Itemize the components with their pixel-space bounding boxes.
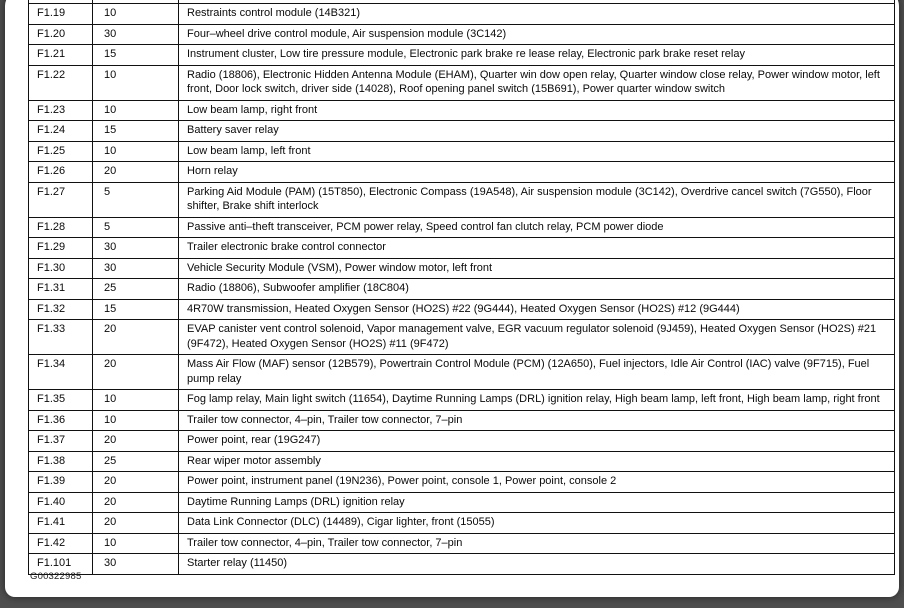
- table-row: [29, 533, 895, 554]
- description-cell: Four–wheel drive control module, Air suspension module (3C142): [179, 24, 895, 45]
- table-row: [29, 24, 895, 45]
- fuse-id-cell: F1.27: [29, 182, 93, 217]
- table-row: [29, 554, 895, 575]
- fuse-id-cell: F1.23: [29, 100, 93, 121]
- description-cell: Power point, instrument panel (19N236), Power point, console 1, Power point, console 2: [179, 472, 895, 493]
- amps-cell: 20: [93, 355, 179, 390]
- fuse-id-cell: F1.38: [29, 451, 93, 472]
- fuse-id-cell: F1.39: [29, 472, 93, 493]
- amps-cell: 10: [93, 141, 179, 162]
- figure-id-code: G00322985: [30, 571, 82, 582]
- description-cell: Daytime Running Lamps (DRL) ignition relay: [179, 492, 895, 513]
- description-cell: Rear wiper motor assembly: [179, 451, 895, 472]
- description-cell: Data Link Connector (DLC) (14489), Cigar lighter, front (15055): [179, 513, 895, 534]
- table-row: [29, 472, 895, 493]
- fuse-id-cell: F1.40: [29, 492, 93, 513]
- fuse-id-cell: F1.26: [29, 162, 93, 183]
- amps-cell: 20: [93, 320, 179, 355]
- table-row: [29, 451, 895, 472]
- amps-cell: 20: [93, 492, 179, 513]
- table-row: [29, 492, 895, 513]
- description-cell: Horn relay: [179, 162, 895, 183]
- fuse-id-cell: F1.35: [29, 390, 93, 411]
- table-row: [29, 238, 895, 259]
- amps-cell: 25: [93, 451, 179, 472]
- table-row: [29, 431, 895, 452]
- description-cell: Trailer tow connector, 4–pin, Trailer tow connector, 7–pin: [179, 533, 895, 554]
- table-row: [29, 279, 895, 300]
- amps-cell: 10: [93, 4, 179, 25]
- amps-cell: 15: [93, 299, 179, 320]
- fuse-id-cell: F1.19: [29, 4, 93, 25]
- amps-cell: 10: [93, 65, 179, 100]
- amps-cell: 30: [93, 24, 179, 45]
- description-cell: Vehicle Security Module (VSM), Power window motor, left front: [179, 258, 895, 279]
- description-cell: Mass Air Flow (MAF) sensor (12B579), Powertrain Control Module (PCM) (12A650), Fuel injectors, Idle Air Control (IAC) valve (9F715), Fuel pump relay: [179, 355, 895, 390]
- amps-cell: 20: [93, 472, 179, 493]
- description-cell: 4R70W transmission, Heated Oxygen Sensor (HO2S) #22 (9G444), Heated Oxygen Sensor (HO2S) #12 (9G444): [179, 299, 895, 320]
- fuse-id-cell: F1.30: [29, 258, 93, 279]
- table-row: [29, 513, 895, 534]
- fuse-id-cell: F1.29: [29, 238, 93, 259]
- fuse-id-cell: F1.33: [29, 320, 93, 355]
- fuse-id-cell: F1.24: [29, 121, 93, 142]
- fuse-id-cell: F1.32: [29, 299, 93, 320]
- fuse-id-cell: F1.42: [29, 533, 93, 554]
- table-row: [29, 320, 895, 355]
- amps-cell: 15: [93, 45, 179, 66]
- table-row: [29, 65, 895, 100]
- table-row: [29, 121, 895, 142]
- fuse-id-cell: F1.37: [29, 431, 93, 452]
- fuse-id-cell: F1.101: [29, 554, 93, 575]
- table-row: [29, 390, 895, 411]
- amps-cell: 20: [93, 513, 179, 534]
- fuse-id-cell: F1.34: [29, 355, 93, 390]
- fuse-id-cell: F1.36: [29, 410, 93, 431]
- description-cell: Radio (18806), Subwoofer amplifier (18C804): [179, 279, 895, 300]
- amps-cell: 20: [93, 162, 179, 183]
- fuse-id-cell: F1.31: [29, 279, 93, 300]
- table-row: [29, 141, 895, 162]
- amps-cell: 10: [93, 100, 179, 121]
- fuse-table: [28, 0, 895, 575]
- amps-cell: 10: [93, 390, 179, 411]
- table-row: [29, 45, 895, 66]
- table-row: [29, 410, 895, 431]
- fuse-id-cell: F1.25: [29, 141, 93, 162]
- amps-cell: 25: [93, 279, 179, 300]
- fuse-id-cell: F1.28: [29, 217, 93, 238]
- amps-cell: 15: [93, 121, 179, 142]
- amps-cell: 30: [93, 554, 179, 575]
- amps-cell: 10: [93, 410, 179, 431]
- description-cell: Battery saver relay: [179, 121, 895, 142]
- fuse-id-cell: F1.41: [29, 513, 93, 534]
- table-row: [29, 217, 895, 238]
- description-cell: Fog lamp relay, Main light switch (11654), Daytime Running Lamps (DRL) ignition relay, High beam lamp, left front, High beam lamp, right front: [179, 390, 895, 411]
- amps-cell: 20: [93, 431, 179, 452]
- amps-cell: 5: [93, 217, 179, 238]
- description-cell: Instrument cluster, Low tire pressure module, Electronic park brake re lease relay, Electronic park brake reset relay: [179, 45, 895, 66]
- description-cell: Passive anti–theft transceiver, PCM power relay, Speed control fan clutch relay, PCM power diode: [179, 217, 895, 238]
- amps-cell: 30: [93, 238, 179, 259]
- table-row: [29, 258, 895, 279]
- amps-cell: 30: [93, 258, 179, 279]
- table-row: [29, 4, 895, 25]
- fuse-table-body: [29, 0, 895, 574]
- fuse-id-cell: F1.21: [29, 45, 93, 66]
- description-cell: Radio (18806), Electronic Hidden Antenna Module (EHAM), Quarter win dow open relay, Quarter window close relay, Power window motor, left front, Door lock switch, driver side (14028), Roof opening panel switch (15B691), Power quarter window switch: [179, 65, 895, 100]
- table-row: [29, 100, 895, 121]
- description-cell: Restraints control module (14B321): [179, 4, 895, 25]
- description-cell: Starter relay (11450): [179, 554, 895, 575]
- table-row: [29, 299, 895, 320]
- description-cell: Low beam lamp, left front: [179, 141, 895, 162]
- description-cell: Trailer tow connector, 4–pin, Trailer tow connector, 7–pin: [179, 410, 895, 431]
- description-cell: EVAP canister vent control solenoid, Vapor management valve, EGR vacuum regulator solenoid (9J459), Heated Oxygen Sensor (HO2S) #21 (9F472), Heated Oxygen Sensor (HO2S) #11 (9F472): [179, 320, 895, 355]
- amps-cell: 10: [93, 533, 179, 554]
- description-cell: Trailer electronic brake control connector: [179, 238, 895, 259]
- table-row: [29, 162, 895, 183]
- description-cell: Power point, rear (19G247): [179, 431, 895, 452]
- fuse-id-cell: F1.22: [29, 65, 93, 100]
- fuse-id-cell: F1.20: [29, 24, 93, 45]
- description-cell: Low beam lamp, right front: [179, 100, 895, 121]
- table-row: [29, 182, 895, 217]
- description-cell: Parking Aid Module (PAM) (15T850), Electronic Compass (19A548), Air suspension module (3C142), Overdrive cancel switch (7G550), Floor shifter, Brake shift interlock: [179, 182, 895, 217]
- table-row: [29, 355, 895, 390]
- amps-cell: 5: [93, 182, 179, 217]
